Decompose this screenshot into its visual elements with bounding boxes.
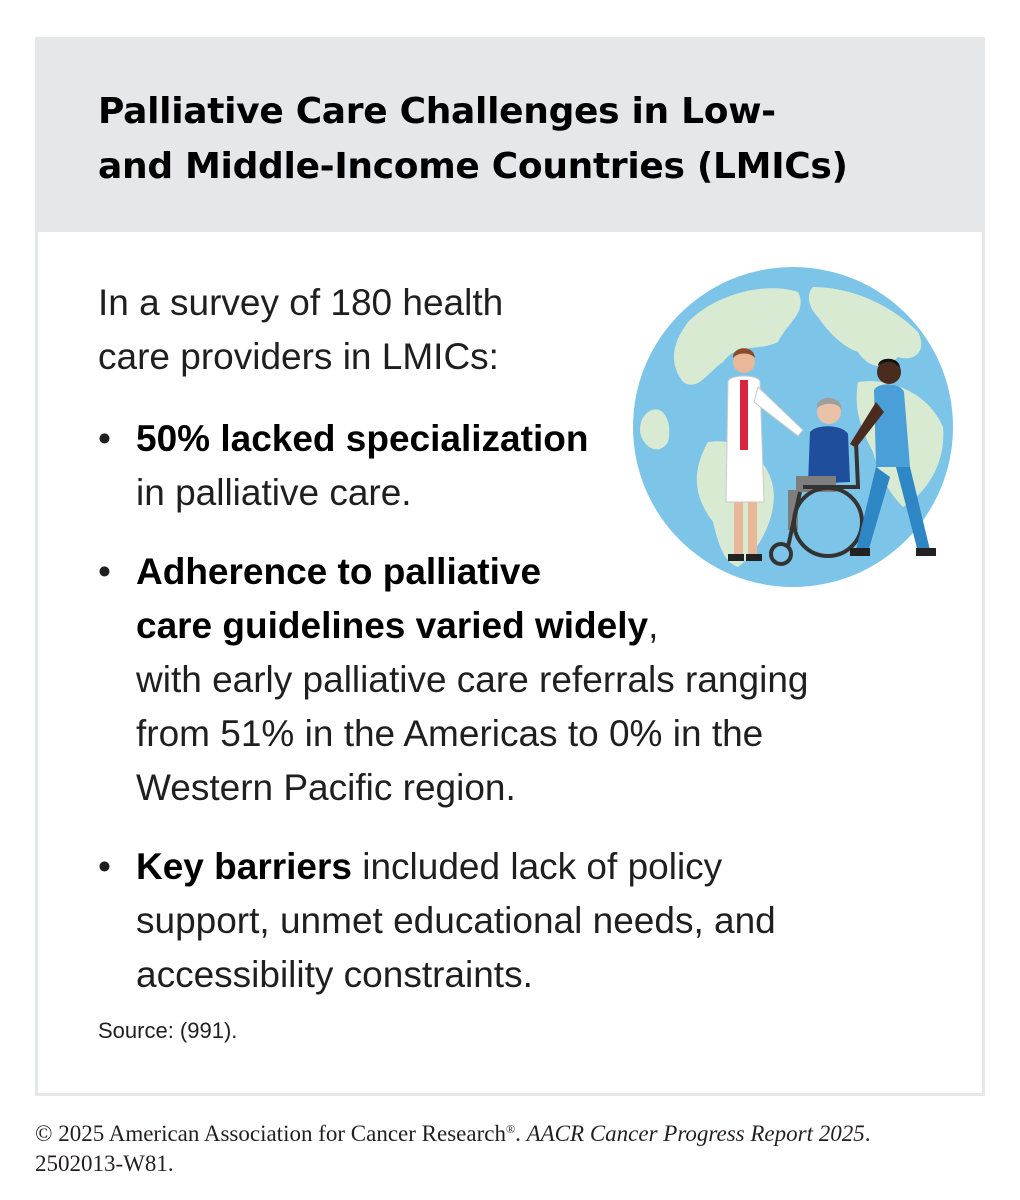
intro-line-2: care providers in LMICs: bbox=[98, 336, 499, 377]
copyright-footer bbox=[35, 1114, 995, 1179]
bullet-text: accessibility constraints. bbox=[136, 954, 533, 995]
globe-caregivers-illustration bbox=[628, 262, 958, 592]
bullet-marker: • bbox=[98, 551, 111, 592]
bullet-text: included lack of policy bbox=[351, 846, 723, 887]
title-line-2: and Middle-Income Countries (LMICs) bbox=[98, 146, 848, 187]
page-title bbox=[98, 84, 958, 194]
report-title: AACR Cancer Progress Report 2025 bbox=[526, 1121, 865, 1146]
bullet-bold-text: 50% lacked specialization bbox=[136, 418, 589, 459]
bullet-text: Western Pacific region. bbox=[136, 767, 516, 808]
registered-mark: ® bbox=[505, 1122, 516, 1136]
bullet-marker: • bbox=[98, 418, 111, 459]
bullet-marker: • bbox=[98, 846, 111, 887]
source-citation: Source: (991). bbox=[98, 1018, 238, 1043]
bullet-bold-text: care guidelines varied widely bbox=[136, 605, 649, 646]
bullet-text: from 51% in the Americas to 0% in the bbox=[136, 713, 764, 754]
bullet-text: in palliative care. bbox=[136, 472, 412, 513]
bullet-text: with early palliative care referrals ranging bbox=[136, 659, 809, 700]
footer-period: . bbox=[864, 1121, 871, 1146]
title-banner bbox=[38, 40, 982, 232]
title-line-1: Palliative Care Challenges in Low- bbox=[98, 91, 776, 132]
figure-code: 2502013-W81. bbox=[35, 1151, 174, 1176]
intro-line-1: In a survey of 180 health bbox=[98, 282, 504, 323]
intro-text bbox=[98, 276, 618, 384]
copyright-text: © 2025 American Association for Cancer Research bbox=[35, 1121, 506, 1146]
bullet-bold-text: Adherence to palliative bbox=[136, 551, 542, 592]
footer-separator: . bbox=[515, 1121, 527, 1146]
bullet-bold-text: Key barriers bbox=[136, 846, 352, 887]
bullet-comma: , bbox=[648, 605, 659, 646]
bullet-text: support, unmet educational needs, and bbox=[136, 900, 776, 941]
infographic-card bbox=[35, 37, 985, 1096]
